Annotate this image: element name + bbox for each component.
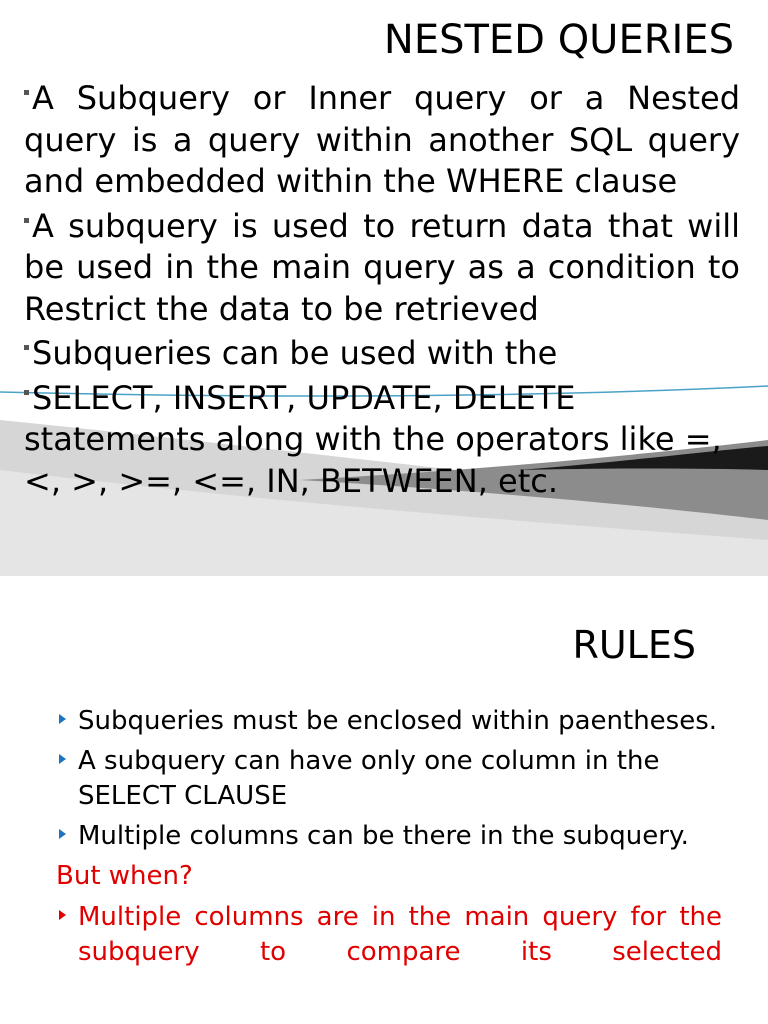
list-item: Multiple columns are in the main query for the subquery to compare its selected: [56, 900, 722, 970]
triangle-bullet-icon: [59, 714, 66, 724]
list-item: SELECT, INSERT, UPDATE, DELETE statements along with the operators like =, <, >, >=, <=, IN, BETWEEN, etc.: [24, 378, 722, 500]
list-item: Multiple columns can be there in the subquery.: [56, 819, 722, 854]
list-item: A Subquery or Inner query or a Nested query is a query within another SQL query and embedded within the WHERE clause: [24, 79, 740, 200]
list-item: A subquery is used to return data that will be used in the main query as a condition to Restrict the data to be retrieved: [24, 206, 740, 328]
slide-title: RULES: [572, 623, 696, 667]
slide-title: NESTED QUERIES: [383, 17, 734, 63]
slide-rules: [0, 576, 768, 1024]
square-bullet-icon: [24, 90, 29, 95]
list-item: Subqueries can be used with the: [24, 333, 740, 375]
list-item: Subqueries must be enclosed within paentheses.: [56, 704, 722, 739]
subheading: But when?: [56, 861, 193, 891]
list-item: A subquery can have only one column in the SELECT CLAUSE: [56, 744, 722, 814]
triangle-bullet-icon: [59, 754, 66, 764]
rules-list: [56, 704, 722, 975]
triangle-bullet-icon: [59, 910, 66, 920]
bullet-list: [24, 78, 740, 505]
square-bullet-icon: [24, 390, 29, 395]
square-bullet-icon: [24, 345, 29, 350]
square-bullet-icon: [24, 218, 29, 223]
triangle-bullet-icon: [59, 829, 66, 839]
